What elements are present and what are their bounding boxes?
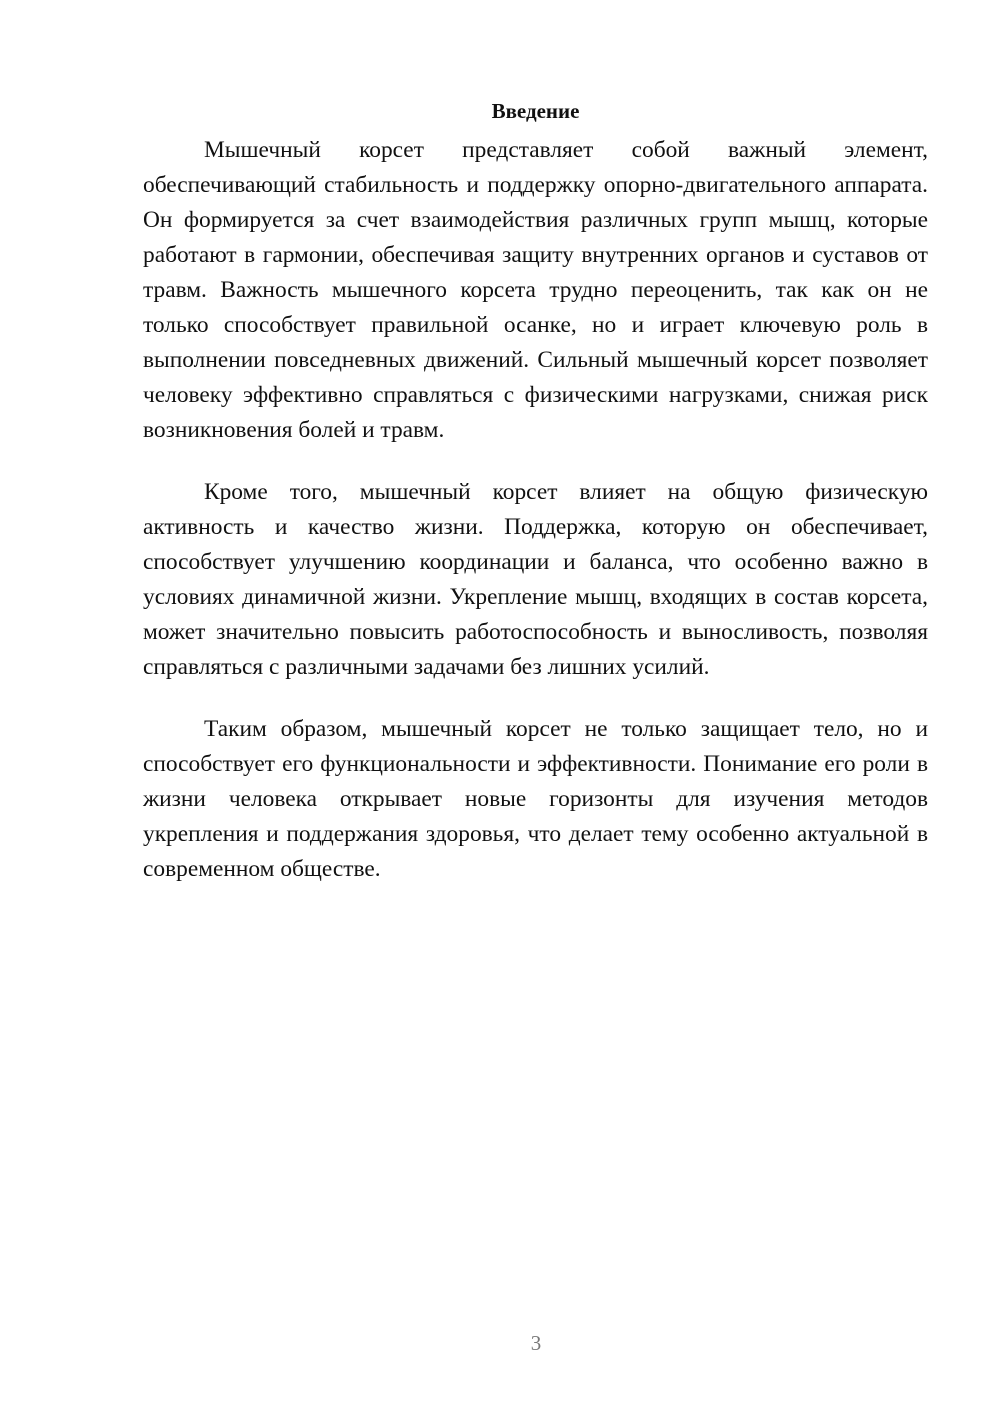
page-number: 3 xyxy=(530,1331,542,1355)
paragraph-2: Кроме того, мышечный корсет влияет на общую физическую активность и качество жизни. Поддержка, которую он обеспечивает, способствует улучшению координации и баланса, что особенно важно в условиях динамичной жизни. Укрепление мышц, входящих в состав корсета, может значительно повысить работоспособность и выносливость, позволяя справляться с различными задачами без лишних усилий. xyxy=(143,479,928,680)
section-heading: Введение xyxy=(491,99,580,123)
document-body xyxy=(143,96,928,914)
paragraph-3: Таким образом, мышечный корсет не только защищает тело, но и способствует его функциональности и эффективности. Понимание его роли в жизни человека открывает новые горизонты для изучения методов укрепления и поддержания здоровья, что делает тему особенно актуальной в современном обществе. xyxy=(143,716,928,882)
paragraph-1: Мышечный корсет представляет собой важный элемент, обеспечивающий стабильность и поддержку опорно-двигательного аппарата. Он формируется за счет взаимодействия различных групп мышц, которые работают в гармонии, обеспечивая защиту внутренних органов и суставов от травм. Важность мышечного корсета трудно переоценить, так как он не только способствует правильной осанке, но и играет ключевую роль в выполнении повседневных движений. Сильный мышечный корсет позволяет человеку эффективно справляться с физическими нагрузками, снижая риск возникновения болей и травм. xyxy=(143,137,928,443)
